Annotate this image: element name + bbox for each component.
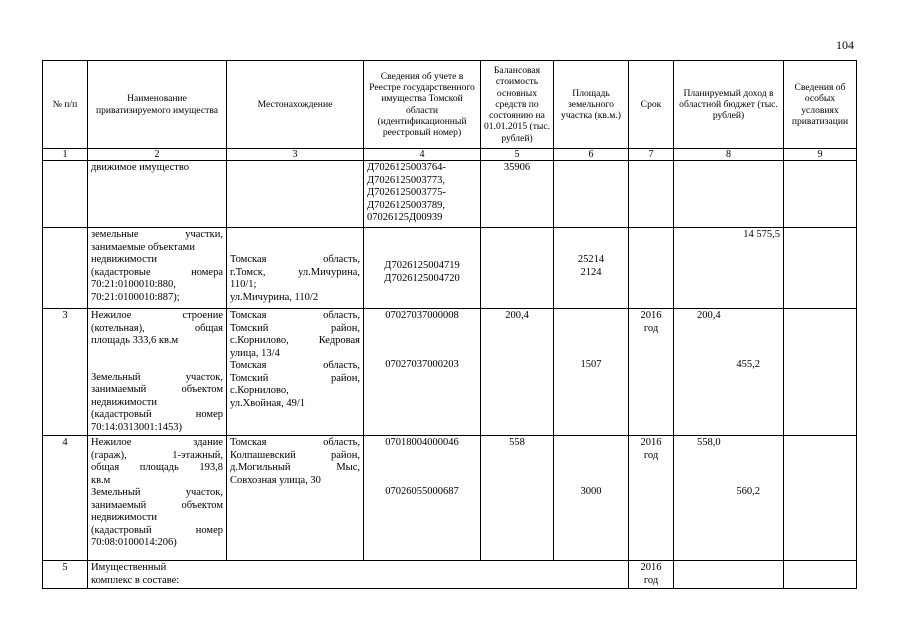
column-number: 4 <box>364 149 481 161</box>
table-row <box>43 309 857 436</box>
name-line: 70:14:0313001:1453) <box>91 421 182 433</box>
location-line: с.Корнилово, <box>230 385 289 396</box>
header-cell: Местонахождение <box>227 61 364 149</box>
privatization-table <box>42 60 857 589</box>
name-line: (кадастровые номера <box>91 266 223 278</box>
cell-conditions <box>784 309 857 436</box>
table-row <box>43 436 857 561</box>
location-line: г.Томск, ул.Мичурина, <box>230 266 360 278</box>
name-line: недвижимости <box>91 512 157 523</box>
cell-balance: 200,4 <box>481 309 554 436</box>
income-value: 558,0 <box>697 437 721 448</box>
column-number: 7 <box>629 149 674 161</box>
registry-number: 07026055000687 <box>385 485 459 497</box>
term-line: 2016 <box>640 437 662 448</box>
name-line: занимаемый объектом <box>91 384 223 395</box>
column-number: 1 <box>43 149 88 161</box>
cell-name <box>88 309 227 436</box>
cell-name <box>88 436 227 561</box>
header-cell: Сведения об особых условиях приватизации <box>784 61 857 149</box>
cell-conditions <box>784 436 857 561</box>
cell-balance: 558 <box>481 436 554 561</box>
name-line: (котельная), общая <box>91 322 223 334</box>
column-number: 9 <box>784 149 857 161</box>
cell-num: 3 <box>43 309 88 436</box>
cell-term <box>629 228 674 309</box>
cell-area <box>554 161 629 228</box>
name-line: площадь 333,6 кв.м <box>91 335 179 346</box>
location-line: д.Могильный Мыс, <box>230 462 360 473</box>
registry-number: Д7026125003775- <box>367 187 446 198</box>
item-name: движимое имущество <box>91 162 190 173</box>
cell-income <box>674 161 784 228</box>
name-line: (кадастровый номер <box>91 524 223 536</box>
column-number: 5 <box>481 149 554 161</box>
name-line: недвижимости <box>91 396 157 408</box>
registry-number: Д7026125003764- <box>367 162 446 173</box>
cell-num: 4 <box>43 436 88 561</box>
cell-num <box>43 228 88 309</box>
cell-location <box>227 436 364 561</box>
location-line: улица, 13/4 <box>230 347 280 359</box>
name-line: (кадастровый номер <box>91 409 223 420</box>
registry-number: Д7026125003773, <box>367 174 446 186</box>
location-line: Колпашевский район, <box>230 449 360 461</box>
name-line: Нежилое строение <box>91 310 223 321</box>
location-line: Томский район, <box>230 322 360 334</box>
name-line: Нежилое здание <box>91 437 223 448</box>
location-line: Томская область, <box>230 437 360 448</box>
header-cell: Сведения об учете в Реестре государственного имущества Томской области (идентификационный реестровый номер) <box>364 61 481 149</box>
income-value: 200,4 <box>697 310 721 321</box>
cell-num: 5 <box>43 561 88 589</box>
header-cell: Балансовая стоимость основных средств по состоянию на 01.01.2015 (тыс. рублей) <box>481 61 554 149</box>
location-line: Томская область, <box>230 254 360 265</box>
cell-name <box>88 161 227 228</box>
registry-number: Д7026125004720 <box>384 272 460 284</box>
location-line: 110/1; <box>230 279 257 290</box>
cell-num <box>43 161 88 228</box>
cell-location <box>227 309 364 436</box>
name-line: 70:21:0100010:880, <box>91 279 176 290</box>
name-line: занимаемые объектами <box>91 241 195 253</box>
name-line: общая площадь 193,8 <box>91 462 223 473</box>
page-number: 104 <box>836 38 854 52</box>
name-line: 70:21:0100010:887); <box>91 291 180 303</box>
income-value: 455,2 <box>736 358 760 370</box>
registry-number: 07027037000203 <box>385 358 459 370</box>
name-line: Земельный участок, <box>91 487 223 498</box>
cell-location <box>227 161 364 228</box>
cell-income <box>674 309 784 436</box>
location-line: Томская область, <box>230 360 360 371</box>
cell-conditions <box>784 561 857 589</box>
cell-area <box>554 228 629 309</box>
name-line: недвижимости <box>91 254 157 265</box>
location-line: ул.Мичурина, 110/2 <box>230 291 319 303</box>
income-value: 560,2 <box>736 485 760 497</box>
name-line: 70:08:0100014:206) <box>91 537 177 548</box>
registry-number: 07027037000008 <box>385 310 459 321</box>
cell-term <box>629 561 674 589</box>
name-line: Имущественный <box>91 562 167 573</box>
table-row <box>43 561 857 589</box>
term-line: год <box>643 574 659 586</box>
cell-income <box>674 561 784 589</box>
cell-term <box>629 309 674 436</box>
area-value: 2124 <box>580 266 602 278</box>
column-number: 3 <box>227 149 364 161</box>
name-line: Земельный участок, <box>91 371 223 383</box>
cell-income: 14 575,5 <box>674 228 784 309</box>
registry-number: Д7026125004719 <box>384 260 460 271</box>
table-row <box>43 161 857 228</box>
cell-balance: 35906 <box>481 161 554 228</box>
location-line: Томская область, <box>230 310 360 321</box>
header-cell: Планируемый доход в областной бюджет (тыс. рублей) <box>674 61 784 149</box>
cell-term <box>629 161 674 228</box>
cell-registry <box>364 161 481 228</box>
term-line: 2016 <box>640 562 662 573</box>
registry-number: Д7026125003789, <box>367 199 446 211</box>
cell-name <box>88 561 629 589</box>
cell-name <box>88 228 227 309</box>
term-line: год <box>643 449 659 461</box>
header-cell: № п/п <box>43 61 88 149</box>
term-line: 2016 <box>640 310 662 321</box>
cell-conditions <box>784 228 857 309</box>
cell-balance <box>481 228 554 309</box>
cell-area: 1507 <box>554 309 629 436</box>
header-cell: Площадь земельного участка (кв.м.) <box>554 61 629 149</box>
table-row <box>43 228 857 309</box>
name-line: занимаемый объектом <box>91 499 223 511</box>
column-number: 6 <box>554 149 629 161</box>
location-line: ул.Хвойная, 49/1 <box>230 397 306 409</box>
column-number-row <box>43 149 857 161</box>
column-number: 8 <box>674 149 784 161</box>
name-line: земельные участки, <box>91 229 223 240</box>
location-line: Совхозная улица, 30 <box>230 474 321 486</box>
cell-registry <box>364 228 481 309</box>
header-row <box>43 61 857 149</box>
cell-conditions <box>784 161 857 228</box>
header-cell: Срок <box>629 61 674 149</box>
cell-registry <box>364 436 481 561</box>
column-number: 2 <box>88 149 227 161</box>
area-value: 25214 <box>577 254 605 265</box>
term-line: год <box>643 322 659 334</box>
location-line: с.Корнилово, Кедровая <box>230 335 360 346</box>
name-line: комплекс в составе: <box>91 574 180 586</box>
header-cell: Наименование приватизируемого имущества <box>88 61 227 149</box>
registry-number: 07026125Д00939 <box>367 212 443 223</box>
registry-number: 07018004000046 <box>385 437 459 448</box>
cell-income <box>674 436 784 561</box>
name-line: кв.м <box>91 474 111 486</box>
cell-location <box>227 228 364 309</box>
name-line: (гараж), 1-этажный, <box>91 449 223 461</box>
cell-term <box>629 436 674 561</box>
cell-registry <box>364 309 481 436</box>
location-line: Томский район, <box>230 372 360 384</box>
cell-area: 3000 <box>554 436 629 561</box>
